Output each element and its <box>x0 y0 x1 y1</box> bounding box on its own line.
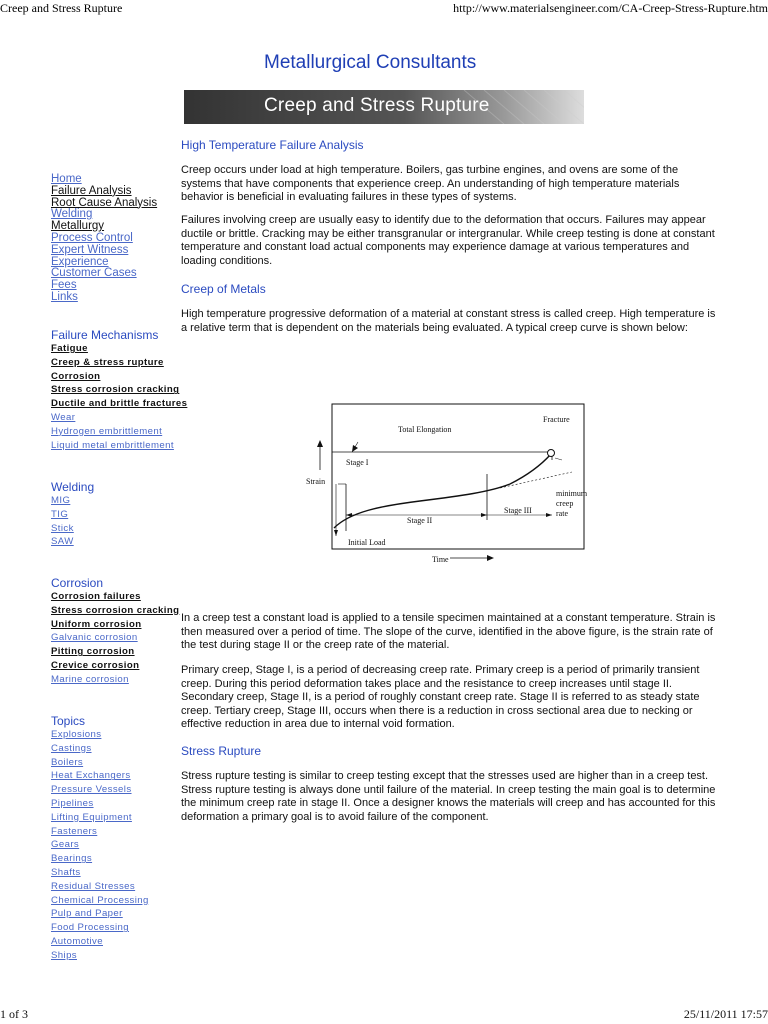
section-heading: Creep of Metals <box>181 282 266 296</box>
label-initial-load: Initial Load <box>348 538 386 547</box>
nav-welding-link[interactable]: Welding <box>51 208 93 221</box>
failure-mechanisms-heading: Failure Mechanisms <box>51 328 159 342</box>
failure-mechanism-hydrogen-embrittlement-link[interactable]: Hydrogen embrittlement <box>51 425 163 437</box>
nav-expert-witness-link[interactable]: Expert Witness <box>51 243 129 256</box>
creep-curve-figure <box>300 400 590 572</box>
label-total-elongation: Total Elongation <box>398 425 452 434</box>
corrosion-crevice-corrosion-link[interactable]: Crevice corrosion <box>51 659 140 671</box>
welding-stick-link[interactable]: Stick <box>51 522 74 534</box>
main-nav <box>51 174 179 304</box>
topic-shafts-link[interactable]: Shafts <box>51 866 81 878</box>
paragraph: Primary creep, Stage I, is a period of decreasing creep rate. Primary creep is a period of primarily transient creep. During this period deformation takes place and the resistance to creep increases until stage II. Secondary creep, Stage II, is a period of roughly constant creep rate. Stage II is referred to as steady state creep. Tertiary creep, Stage III, occurs when there is a reduction in cross sectional area due to necking or effective reduction in area due to internal void formation. <box>181 664 700 730</box>
heading-stress-rupture <box>181 744 721 758</box>
topic-fasteners-link[interactable]: Fasteners <box>51 825 98 837</box>
failure-mechanism-corrosion-link[interactable]: Corrosion <box>51 370 101 382</box>
corrosion-corrosion-failures-link[interactable]: Corrosion failures <box>51 591 141 602</box>
welding-mig-link[interactable]: MIG <box>51 495 71 506</box>
label-min-creep-2: creep <box>556 499 574 508</box>
label-fracture: Fracture <box>543 415 570 424</box>
topic-castings-link[interactable]: Castings <box>51 742 92 754</box>
topic-pressure-vessels-link[interactable]: Pressure Vessels <box>51 784 132 796</box>
topic-pipelines-link[interactable]: Pipelines <box>51 797 94 809</box>
topic-pulp-and-paper-link[interactable]: Pulp and Paper <box>51 908 123 920</box>
fracture-pointer <box>555 458 562 460</box>
banner <box>184 90 584 124</box>
topic-explosions-link[interactable]: Explosions <box>51 729 102 740</box>
corrosion-heading: Corrosion <box>51 576 104 590</box>
welding-heading: Welding <box>51 480 95 494</box>
page-footer-pagecount: 1 of 3 <box>0 1007 28 1021</box>
paragraph-intro <box>181 164 721 205</box>
welding-saw-link[interactable]: SAW <box>51 536 74 548</box>
topic-heat-exchangers-link[interactable]: Heat Exchangers <box>51 770 131 782</box>
topic-automotive-link[interactable]: Automotive <box>51 935 103 947</box>
corrosion-uniform-corrosion-link[interactable]: Uniform corrosion <box>51 618 142 630</box>
heading-high-temperature <box>181 138 721 152</box>
corrosion-list <box>51 590 181 687</box>
fracture-point <box>548 450 555 457</box>
stage2-arrow-left <box>346 513 352 517</box>
creep-curve-diagram <box>300 400 590 572</box>
paragraph: High temperature progressive deformation of a material at constant stress is called creep. High temperature is a relative term that is dependent on the materials being evaluated. A typical creep curve is shown below: <box>181 308 716 334</box>
paragraph: In a creep test a constant load is applied to a tensile specimen maintained at a constant temperature. Strain is then measured over a period of time. The slope of the curve, identified in the above figure, is the strain rate of the test during stage II or the creep rate of the material. <box>181 612 716 651</box>
paragraph: Failures involving creep are usually easy to identify due to the deformation that occurs. Failures may appear ductile or brittle. Cracking may be either transgranular or intergranular. While creep testing is done at constant temperature and constant load actual components may experience damage at various temperatures and loading conditions. <box>181 214 715 267</box>
label-stage2: Stage II <box>407 516 433 525</box>
corrosion-stress-corrosion-cracking-link[interactable]: Stress corrosion cracking <box>51 604 180 616</box>
topic-boilers-link[interactable]: Boilers <box>51 756 84 768</box>
strain-axis-arrowhead <box>317 440 323 447</box>
nav-process-control-link[interactable]: Process Control <box>51 231 133 244</box>
failure-mechanism-wear-link[interactable]: Wear <box>51 411 76 423</box>
failure-mechanisms-list <box>51 342 188 452</box>
corrosion-pitting-corrosion-link[interactable]: Pitting corrosion <box>51 646 135 658</box>
nav-customer-cases-link[interactable]: Customer Cases <box>51 267 137 280</box>
minimum-creep-rate-line <box>500 472 572 488</box>
paragraph-creep-test <box>181 612 721 653</box>
label-min-creep-1: minimum <box>556 489 588 498</box>
nav-root-cause-analysis-link[interactable]: Root Cause Analysis <box>51 196 158 209</box>
label-time: Time <box>432 555 449 564</box>
topics-heading: Topics <box>51 714 86 728</box>
section-heading: Stress Rupture <box>181 744 262 758</box>
banner-title: Creep and Stress Rupture <box>264 95 490 116</box>
nav-metallurgy-link[interactable]: Metallurgy <box>51 220 105 233</box>
welding-list <box>51 494 181 549</box>
topic-chemical-processing-link[interactable]: Chemical Processing <box>51 894 149 906</box>
failure-mechanism-fatigue-link[interactable]: Fatigue <box>51 343 88 354</box>
paragraph-creep-definition <box>181 308 721 335</box>
initial-load-arrow <box>334 530 338 536</box>
paragraph: Creep occurs under load at high temperature. Boilers, gas turbine engines, and ovens are some of the systems that have components that experience creep. An understanding of high temperature materials behavior is beneficial in evaluating failures in these types of systems. <box>181 164 680 203</box>
topics-list <box>51 728 181 963</box>
stage3-arrow-right <box>546 513 552 517</box>
figure-frame <box>332 404 584 549</box>
topic-lifting-equipment-link[interactable]: Lifting Equipment <box>51 811 132 823</box>
nav-experience-link[interactable]: Experience <box>51 255 109 268</box>
topic-residual-stresses-link[interactable]: Residual Stresses <box>51 880 136 892</box>
failure-mechanism-creep-and-stress-rupture-link[interactable]: Creep & stress rupture <box>51 356 164 368</box>
label-stage3: Stage III <box>504 506 532 515</box>
site-title: Metallurgical Consultants <box>264 52 477 73</box>
paragraph-failures <box>181 214 721 268</box>
nav-home-link[interactable]: Home <box>51 173 82 185</box>
section-heading: High Temperature Failure Analysis <box>181 138 364 152</box>
page-header-url: http://www.materialsengineer.com/CA-Creep-Stress-Rupture.htm <box>453 1 768 15</box>
failure-mechanism-liquid-metal-embrittlement-link[interactable]: Liquid metal embrittlement <box>51 439 174 451</box>
nav-links-link[interactable]: Links <box>51 290 78 303</box>
corrosion-marine-corrosion-link[interactable]: Marine corrosion <box>51 673 129 685</box>
label-stage1: Stage I <box>346 458 369 467</box>
corrosion-galvanic-corrosion-link[interactable]: Galvanic corrosion <box>51 632 138 644</box>
page-footer-timestamp: 25/11/2011 17:57 <box>683 1007 768 1021</box>
topic-ships-link[interactable]: Ships <box>51 949 77 961</box>
paragraph-creep-stages <box>181 664 721 732</box>
paragraph-stress-rupture <box>181 770 721 824</box>
label-min-creep-3: rate <box>556 509 568 518</box>
topic-bearings-link[interactable]: Bearings <box>51 853 93 865</box>
paragraph: Stress rupture testing is similar to creep testing except that the stresses used are higher than in a creep test. Stress rupture testing is always done until failure of the material. In creep testing the main goal is to determine the minimum creep rate in stage II. Once a designer knows the materials will creep and has accounted for this deformation a primary goal is to avoid failure of the component. <box>181 770 716 823</box>
topic-food-processing-link[interactable]: Food Processing <box>51 922 129 934</box>
page-header-title: Creep and Stress Rupture <box>0 1 123 15</box>
failure-mechanism-ductile-and-brittle-fractures-link[interactable]: Ductile and brittle fractures <box>51 398 188 410</box>
stage2-arrow-right <box>481 513 487 517</box>
topic-gears-link[interactable]: Gears <box>51 839 80 851</box>
label-strain: Strain <box>306 477 326 486</box>
time-axis-arrowhead <box>487 555 494 561</box>
elongation-pointer-head <box>352 445 358 452</box>
heading-creep-of-metals <box>181 282 721 296</box>
failure-mechanism-stress-corrosion-cracking-link[interactable]: Stress corrosion cracking <box>51 384 180 396</box>
welding-tig-link[interactable]: TIG <box>51 508 69 520</box>
nav-failure-analysis-link[interactable]: Failure Analysis <box>51 184 132 197</box>
nav-fees-link[interactable]: Fees <box>51 279 77 292</box>
